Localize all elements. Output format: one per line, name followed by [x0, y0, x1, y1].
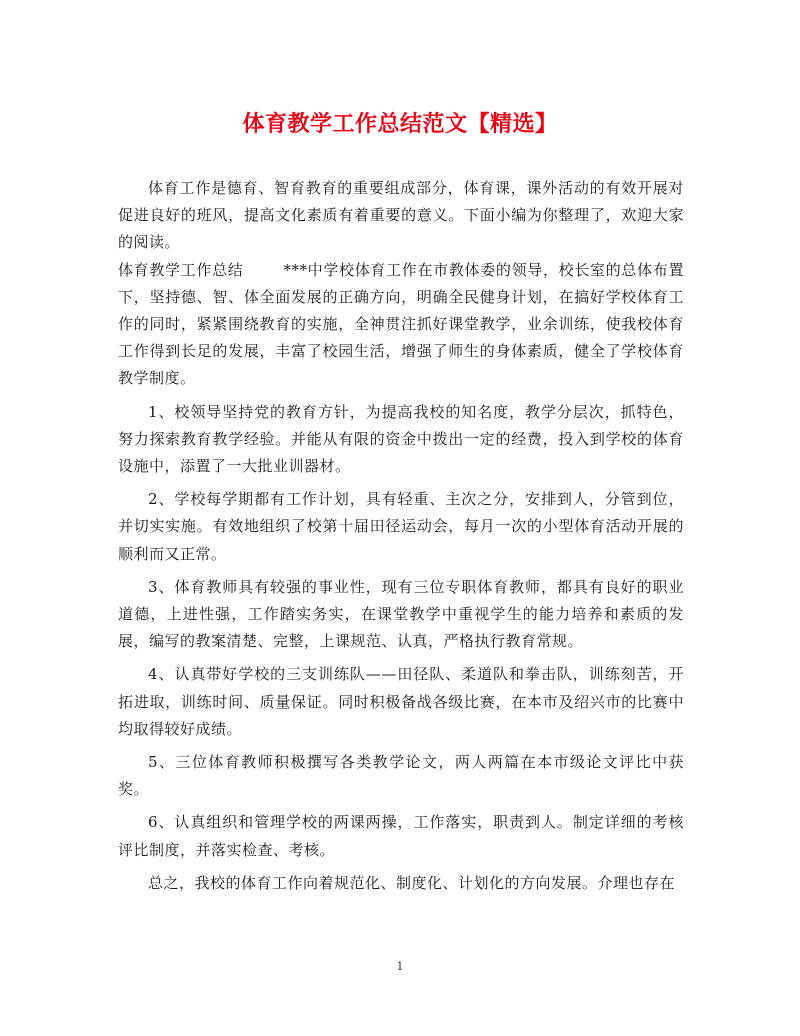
list-item-6: 6、认真组织和管理学校的两课两操，工作落实，职责到人。制定详细的考核评比制度，并落实检查、考核。	[118, 813, 684, 859]
list-item-2: 2、学校每学期都有工作计划，具有轻重、主次之分，安排到人，分管到位，并切实实施。有效地组织了校第十届田径运动会，每月一次的小型体育活动开展的顺利而又正常。	[118, 490, 684, 563]
page-number: 1	[396, 960, 404, 973]
document-body	[118, 175, 684, 897]
page-title: 体育教学工作总结范文【精选】	[242, 112, 558, 137]
intro-paragraph: 体育工作是德育、智育教育的重要组成部分，体育课，课外活动的有效开展对促进良好的班风，提高文化素质有着重要的意义。下面小编为你整理了，欢迎大家的阅读。	[118, 179, 684, 252]
section-paragraph	[118, 257, 684, 393]
list-item-5: 5、三位体育教师积极撰写各类教学论文，两人两篇在本市级论文评比中获奖。	[118, 753, 684, 799]
list-item-3: 3、体育教师具有较强的事业性，现有三位专职体育教师，都具有良好的职业道德，上进性强，工作踏实务实，在课堂教学中重视学生的能力培养和素质的发展，编写的教案清楚、完整，上课规范、认真，严格执行教育常规。	[118, 577, 684, 651]
section-heading: 体育教学工作总结	[118, 260, 244, 279]
list-item-1: 1、校领导坚持党的教育方针，为提高我校的知名度，教学分层次，抓特色，努力探索教育教学经验。并能从有限的资金中拨出一定的经费，投入到学校的体育设施中，添置了一大批业训器材。	[118, 402, 684, 476]
conclusion-paragraph: 总之，我校的体育工作向着规范化、制度化、计划化的方向发展。介理也存在	[148, 873, 676, 892]
section-body: ***中学校体育工作在市教体委的领导，校长室的总体布置下，坚持德、智、体全面发展的正确方向，明确全民健身计划，在搞好学校体育工作的同时，紧紧围绕教育的实施，全神贯注抓好课堂教学，业余训练，使我校体育工作得到长足的发展，丰富了校园生活，增强了师生的身体素质，健全了学校体育教学制度。	[118, 260, 684, 388]
list-item-4: 4、认真带好学校的三支训练队——田径队、柔道队和拳击队，训练刻苦，开拓进取，训练时间、质量保证。同时积极备战各级比赛，在本市及绍兴市的比赛中均取得较好成绩。	[118, 665, 684, 738]
